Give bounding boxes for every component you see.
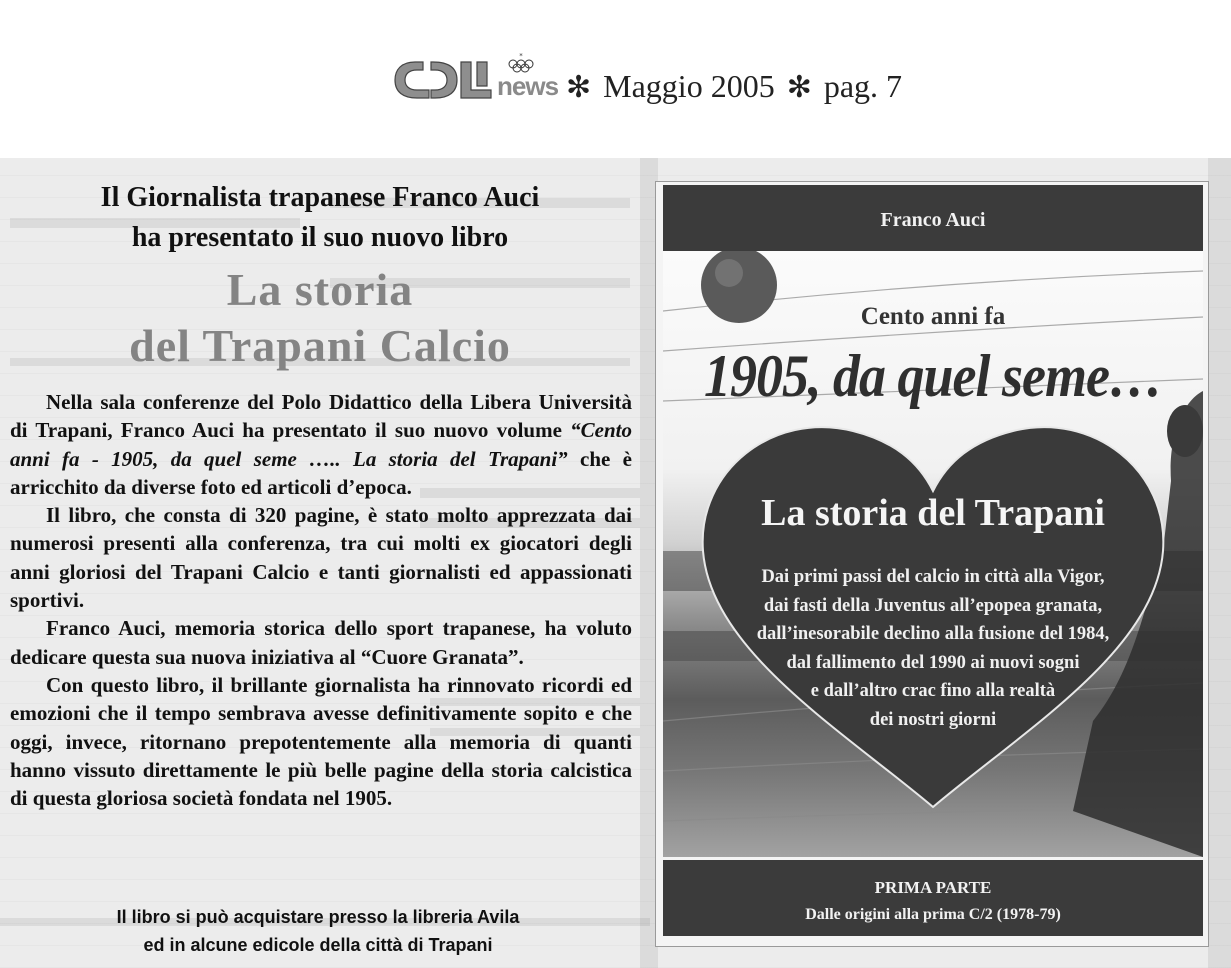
heart-title: La storia del Trapani [761,492,1105,534]
article-paragraph [10,388,632,501]
heart-text-line: Dai primi passi del calcio in città alla Vigor, [761,567,1105,587]
article-paragraph: Il libro, che consta di 320 pagine, è stato molto apprezzata dai numerosi presenti alla conferenza, tra cui molti ex giocatori degli anni gloriosi del Trapani Calcio e tanti giornalisti ed appassionati sportivi. [10,503,632,613]
cover-range-label: Dalle origini alla prima C/2 (1978-79) [805,906,1061,923]
cover-photo [663,251,1203,857]
cover-subtitle: Cento anni fa [860,303,1006,330]
book-cover [655,181,1209,947]
cover-title: 1905, da quel seme… [704,342,1162,410]
purchase-note-line: ed in alcune edicole della città di Trapani [143,935,493,955]
paragraph-text: Nella sala conferenze del Polo Didattico della Libera Università di Trapani, Franco Auci ha presentato il suo nuovo volume [10,390,632,443]
kicker-line: Il Giornalista trapanese Franco Auci [100,182,540,213]
heart-text-line: dai fasti della Juventus all’epopea granata, [763,595,1103,616]
headline-line: La storia [226,264,414,315]
heart-text-line: dal fallimento del 1990 ai nuovi sogni [786,652,1080,673]
article [0,158,650,968]
heart-text [723,563,1143,734]
book-title-quote: “Cento anni fa - 1905, da quel seme ….. La storia del Trapani” [10,418,632,471]
article-kicker [0,178,640,258]
paragraph-text: che è arricchito da diverse foto ed articoli d’epoca. [10,446,632,499]
page-number: pag. 7 [823,68,903,104]
article-paragraph: Con questo libro, il brillante giornalista ha rinnovato ricordi ed emozioni che il tempo sembrava avesse definitivamente sopito e che oggi, invece, ritornano prepotentemente alla memoria di quanti hanno vissuto direttamente le più belle pagine della storia calcistica di questa gloriosa società fondata nel 1905. [10,672,632,811]
purchase-note [0,903,636,959]
kicker-line: ha presentato il suo nuovo libro [131,222,509,253]
article-paragraph: Franco Auci, memoria storica dello sport trapanese, ha voluto dedicare questa sua nuova iniziativa al “Cuore Granata”. [10,616,632,669]
heart-text-line: dei nostri giorni [869,709,997,730]
cover-part-label: PRIMA PARTE [874,878,992,897]
asterisk-icon: ✻ [786,71,812,104]
issue-date: Maggio 2005 [603,68,775,104]
article-body [10,388,632,812]
headline-line: del Trapani Calcio [129,320,511,371]
logo-mark-icon [393,56,505,102]
cover-top-band [663,185,1203,251]
page-header [0,0,1231,158]
logo-wordmark: news [497,71,559,101]
goalkeeper-head [1167,405,1203,457]
cover-author: Franco Auci [880,209,986,231]
article-headline [0,262,640,374]
heart-text-line: dall’inesorabile declino alla fusione del 1984, [756,624,1110,644]
cover-bottom-band [663,860,1203,936]
purchase-note-line: Il libro si può acquistare presso la libreria Avila [116,907,520,927]
issue-date-line [562,68,902,105]
asterisk-icon: ✻ [566,71,592,104]
svg-text:*: * [519,52,523,60]
newspaper-logo [393,52,559,104]
heart-text-line: e dall’altro crac fino alla realtà [810,681,1056,701]
